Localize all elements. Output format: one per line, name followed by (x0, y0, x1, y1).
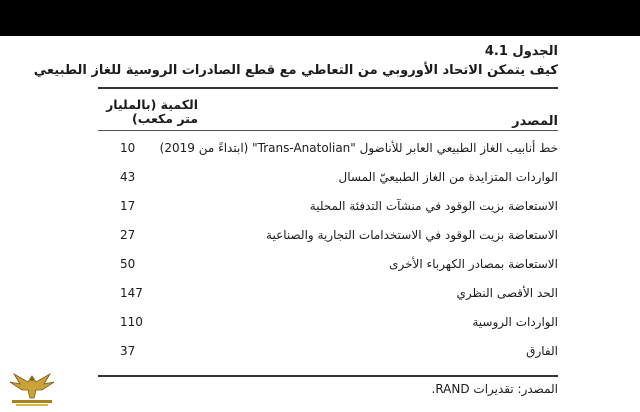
column-header-source: المصدر (512, 114, 558, 129)
table-row (98, 312, 558, 341)
row-value: 50 (120, 257, 136, 271)
row-label: الفارق (526, 344, 558, 358)
row-label: الواردات المتزايدة من الغاز الطبيعيّ المسال (338, 170, 558, 184)
table-title: كيف يتمكن الاتحاد الأوروبي من التعاطي مع قطع الصادرات الروسية للغاز الطبيعي (33, 63, 558, 78)
table-row (98, 138, 558, 167)
row-value: 110 (120, 315, 143, 329)
row-label: الحد الأقصى النظري (456, 286, 558, 300)
table-row (98, 341, 558, 370)
row-value: 27 (120, 228, 136, 242)
table-header-rule (98, 130, 558, 131)
document-page (33, 36, 558, 412)
source-note: المصدر: تقديرات RAND. (431, 382, 558, 396)
row-label: الاستعاضة بمصادر الكهرباء الأخرى (389, 257, 558, 271)
row-value: 10 (120, 141, 136, 155)
table-body (98, 138, 558, 370)
row-value: 43 (120, 170, 136, 184)
top-black-bar (0, 0, 640, 36)
row-value: 37 (120, 344, 136, 358)
table-row (98, 167, 558, 196)
row-label: الاستعاضة بزيت الوقود في الاستخدامات التجارية والصناعية (266, 228, 558, 242)
table-bottom-rule (98, 375, 558, 377)
row-value: 147 (120, 286, 143, 300)
table-row (98, 225, 558, 254)
column-header-quantity: الكمية (بالمليار متر مكعب) (106, 97, 198, 126)
row-label: الاستعاضة بزيت الوقود في منشآت التدفئة المحلية (309, 199, 558, 213)
row-label: الواردات الروسية (472, 315, 558, 329)
table-top-rule (98, 87, 558, 89)
table-number: الجدول 4.1 (484, 44, 558, 59)
table-row (98, 254, 558, 283)
row-value: 17 (120, 199, 136, 213)
table-row (98, 196, 558, 225)
eagle-emblem-icon (6, 368, 58, 408)
table-row (98, 283, 558, 312)
row-label: خط أنابيب الغاز الطبيعي العابر للأناضول "Trans-Anatolian" (ابتداءً من 2019) (159, 141, 558, 155)
